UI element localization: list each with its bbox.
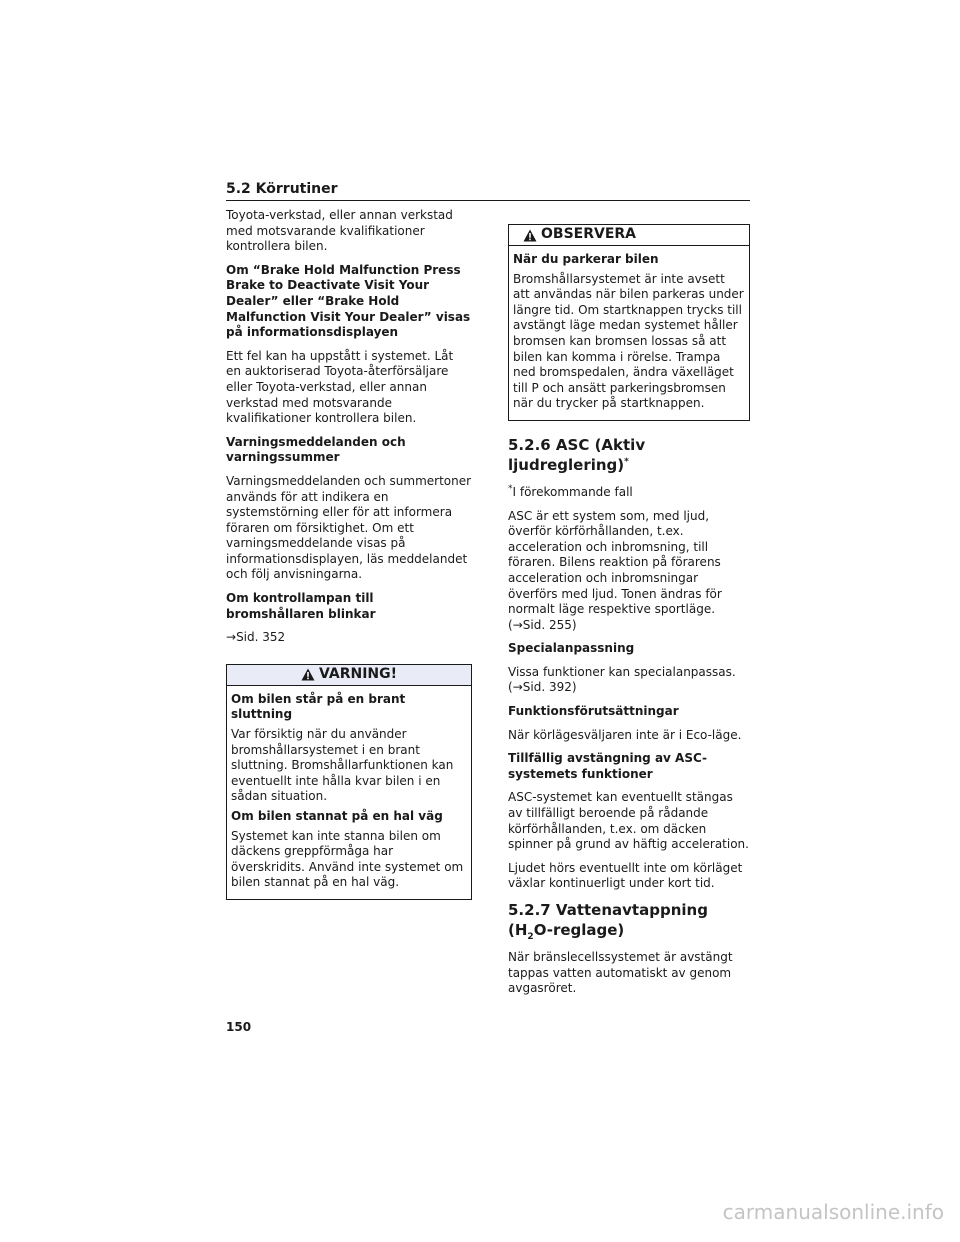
page-reference-text[interactable]: Sid. 255) [522, 617, 577, 632]
right-column [508, 224, 750, 1005]
water-drain-subscript: 2 [527, 932, 534, 942]
customization-body: Vissa funktioner kan specialanpassas. ( [508, 664, 736, 695]
warning-text-slope: Var försiktig när du använder bromshållarsystemet i en brant sluttning. Bromshållarfunktionen kan eventuellt inte hålla kvar bilen i en sådan situation. [231, 727, 454, 804]
page-reference[interactable] [226, 630, 472, 646]
subheading-customization: Specialanpassning [508, 641, 635, 656]
section-heading-asc [508, 435, 750, 475]
page-number: 150 [226, 1020, 252, 1034]
arrow-right-icon: → [512, 680, 523, 695]
water-drain-heading-line2a: (H [508, 921, 528, 939]
paragraph: Varningsmeddelanden och summertoner används för att indikera en systemstörning eller för att informera föraren om försiktighet. Om ett varningsmeddelande visas på informationsdisplayen, läs meddelandet och följ anvisningarna. [226, 473, 472, 582]
warning-text-slippery: Systemet kan inte stanna bilen om däckens greppförmåga har överskridits. Använd inte systemet om bilen stannat på en hal väg. [231, 828, 464, 890]
warning-box-header [227, 665, 471, 686]
section-title: 5.2 Körrutiner [226, 181, 338, 197]
page-reference-text: Sid. 352 [236, 630, 286, 645]
asc-asterisk: * [624, 456, 629, 467]
section-heading-water-drain [508, 900, 750, 940]
asc-heading-text: 5.2.6 ASC (Aktiv ljudreglering) [508, 435, 646, 474]
section-header [226, 178, 750, 201]
water-drain-text: När bränslecellssystemet är avstängt tappas vatten automatiskt av genom avgasröret. [508, 950, 733, 996]
warning-box [226, 664, 472, 900]
subheading-warning-messages: Varningsmeddelanden och varningssummer [226, 434, 406, 465]
page-reference-text[interactable]: Sid. 392) [522, 680, 577, 695]
paragraph: Ett fel kan ha uppstått i systemet. Låt en auktoriserad Toyota-återförsäljare eller Toyota-verkstad, eller annan verkstad med motsvarande kvalifikationer kontrollera bilen. [226, 348, 454, 426]
temporary-deactivation-text: ASC-systemet kan eventuellt stängas av tillfälligt beroende på rådande körförhållanden, t.ex. om däcken spinner på grund av häftig acceleration. [508, 790, 749, 852]
arrow-right-icon: → [512, 617, 523, 632]
warning-subheading-slope: Om bilen står på en brant sluttning [231, 691, 406, 722]
caution-box-header [509, 225, 749, 246]
asc-footnote-text: I förekommande fall [512, 484, 633, 499]
footnote-asterisk: * [508, 483, 513, 494]
caution-box-title: OBSERVERA [541, 226, 637, 243]
water-drain-heading-line2b: O-reglage) [533, 921, 625, 939]
caution-subheading-parking: När du parkerar bilen [513, 252, 659, 266]
warning-subheading-slippery: Om bilen stannat på en hal väg [231, 809, 443, 823]
conditions-text: När körlägesväljaren inte är i Eco-läge. [508, 727, 742, 742]
warning-box-title: VARNING! [318, 666, 398, 683]
caution-box [508, 224, 750, 421]
sound-note-text: Ljudet hörs eventuellt inte om körläget växlar kontinuerligt under kort tid. [508, 860, 743, 891]
subheading-brake-hold-malfunction: Om “Brake Hold Malfunction Press Brake to Deactivate Visit Your Dealer” eller “Brake Hold Malfunction Visit Your Dealer” visas på informationsdisplayen [226, 262, 471, 340]
subheading-conditions: Funktionsförutsättningar [508, 704, 679, 719]
warning-triangle-icon [301, 668, 315, 681]
asc-description [508, 509, 750, 634]
caution-box-body [509, 246, 749, 420]
subheading-temporary-deactivation: Tillfällig avstängning av ASC-systemets funktioner [508, 751, 708, 781]
left-column [226, 208, 472, 914]
warning-box-body [227, 686, 471, 899]
watermark: carmanualsonline.info [722, 1200, 944, 1224]
water-drain-heading-line1: 5.2.7 Vattenavtappning [508, 901, 708, 919]
asc-description-text: ASC är ett system som, med ljud, överför körförhållanden, t.ex. acceleration och inbromsning, till föraren. Bilens reaktion på förarens acceleration och inbromsningar överförs med ljud. Tonen ändras för normalt läge respektive sportläge. ( [508, 508, 722, 632]
paragraph: Toyota-verkstad, eller annan verkstad med motsvarande kvalifikationer kontrollera bilen. [226, 208, 453, 254]
asc-footnote [508, 485, 750, 501]
caution-text-parking: Bromshållarsystemet är inte avsett att användas när bilen parkeras under längre tid. Om startknappen trycks till avstängt läge medan systemet håller bromsen kan bromsen lossas så att bilen kan komma i rörelse. Trampa ned bromspedalen, ändra växelläget till P och ansätt parkeringsbromsen när du trycker på startknappen. [513, 271, 744, 411]
customization-text [508, 665, 750, 696]
warning-triangle-icon [523, 229, 537, 242]
subheading-indicator-lamp: Om kontrollampan till bromshållaren blinkar [226, 591, 376, 621]
arrow-right-icon: → [226, 630, 237, 645]
